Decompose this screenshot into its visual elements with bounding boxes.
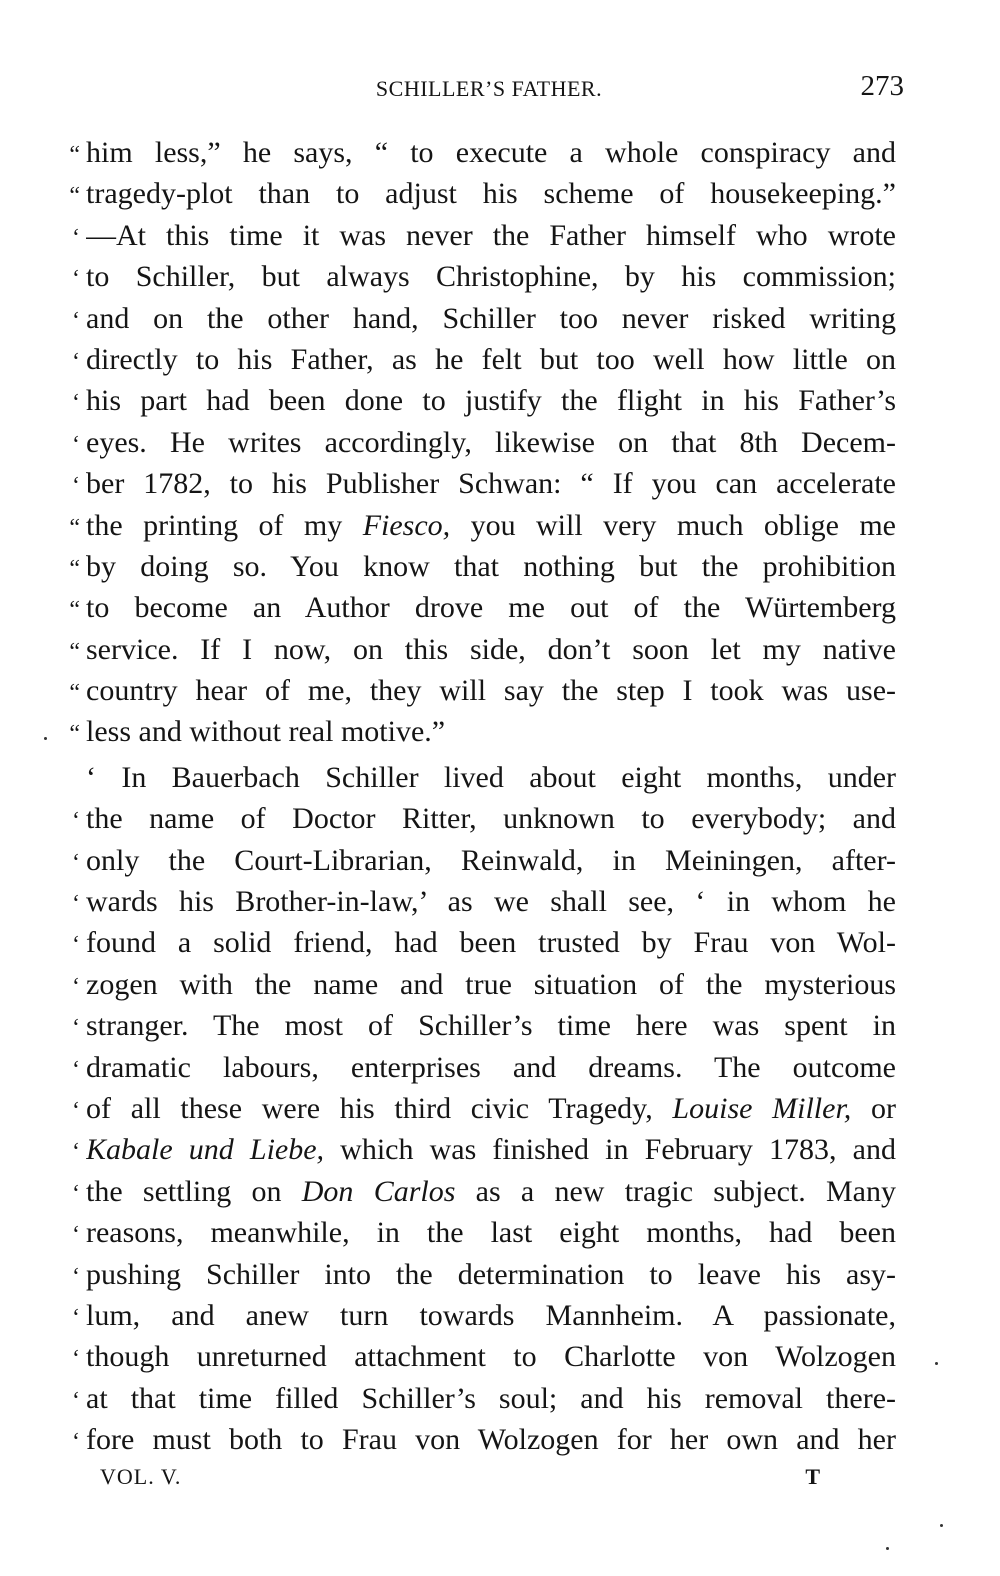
text-line	[58, 173, 896, 214]
quote-mark: ‘	[72, 849, 80, 876]
text-line	[58, 132, 896, 173]
quote-mark: ‘	[72, 348, 80, 375]
italic-title: Louise Miller,	[672, 1091, 852, 1125]
text-run: dramatic labours, enterprises and dreams. The outcome	[86, 1050, 896, 1084]
text-line	[58, 1129, 896, 1170]
quote-mark: “	[69, 183, 80, 210]
text-line	[58, 1088, 896, 1129]
text-line	[58, 1254, 896, 1295]
line-text	[86, 1171, 896, 1212]
text-run: tragedy-plot than to adjust his scheme of housekeeping.”	[86, 177, 896, 211]
quote-mark: “	[69, 680, 80, 707]
text-run: found a solid friend, had been trusted by Frau von Wol-	[86, 926, 896, 960]
text-run: which was finished in February 1783, and	[324, 1133, 896, 1167]
print-speck	[886, 1547, 889, 1550]
quote-mark: ‘	[72, 1304, 80, 1331]
line-text	[86, 757, 896, 798]
text-run: him less,” he says, “ to execute a whole conspiracy and	[86, 136, 896, 169]
text-line	[58, 1378, 896, 1419]
line-text	[86, 711, 896, 752]
quote-mark: ‘	[72, 390, 80, 417]
quote-mark: ‘	[72, 1056, 80, 1083]
quote-mark: ‘	[72, 473, 80, 500]
quote-mark: ‘	[72, 1015, 80, 1042]
body-text	[58, 132, 896, 1461]
line-text	[86, 964, 896, 1005]
text-run: you will very much oblige me	[450, 508, 896, 542]
line-text	[86, 215, 896, 256]
line-text	[86, 1378, 896, 1419]
text-run: pushing Schiller into the determination to leave his asy-	[86, 1257, 896, 1291]
quote-mark: “	[69, 638, 80, 665]
page-footer	[100, 1464, 820, 1500]
text-run: and on the other hand, Schiller too never risked writing	[86, 301, 896, 335]
line-text	[86, 132, 896, 173]
print-speck	[935, 1362, 938, 1365]
text-line	[58, 840, 896, 881]
page-number: 273	[860, 70, 904, 102]
text-run: service. If I now, on this side, don’t soon let my native	[86, 632, 896, 666]
text-line	[58, 1047, 896, 1088]
line-text	[86, 798, 896, 839]
text-run: the printing of my	[86, 508, 363, 542]
text-line	[58, 587, 896, 628]
line-text	[86, 1047, 896, 1088]
text-run: less and without real motive.”	[86, 715, 446, 749]
text-run: or	[851, 1091, 896, 1125]
line-text	[86, 422, 896, 463]
text-run: lum, and anew turn towards Mannheim. A passionate,	[86, 1298, 896, 1332]
quote-mark: ‘	[72, 808, 80, 835]
quote-mark: ‘	[72, 431, 80, 458]
quote-mark: ‘	[72, 891, 80, 918]
text-run: to Schiller, but always Christophine, by his commission;	[86, 260, 896, 294]
text-line	[58, 256, 896, 297]
line-text	[86, 1336, 896, 1377]
quote-mark: “	[69, 514, 80, 541]
text-line	[58, 1419, 896, 1460]
text-run: only the Court-Librarian, Reinwald, in Meiningen, after-	[86, 843, 896, 877]
line-text	[86, 1212, 896, 1253]
text-run: ‘ In Bauerbach Schiller lived about eight months, under	[86, 760, 896, 794]
line-text	[86, 1129, 896, 1170]
line-text	[86, 380, 896, 421]
text-run: the name of Doctor Ritter, unknown to everybody; and	[86, 802, 896, 836]
text-line	[58, 463, 896, 504]
line-text	[86, 1419, 896, 1460]
quote-mark: “	[69, 721, 80, 748]
running-title: SCHILLER’S FATHER.	[375, 76, 603, 101]
text-line	[58, 922, 896, 963]
text-run: fore must both to Frau von Wolzogen for her own and her	[86, 1423, 896, 1457]
text-run: at that time filled Schiller’s soul; and his removal there-	[86, 1381, 896, 1415]
line-text	[86, 1295, 896, 1336]
line-text	[86, 629, 896, 670]
text-line	[58, 298, 896, 339]
text-run: stranger. The most of Schiller’s time here was spent in	[86, 1009, 896, 1043]
running-head	[74, 70, 904, 106]
text-run: by doing so. You know that nothing but the prohibition	[86, 549, 896, 583]
text-run: though unreturned attachment to Charlotte von Wolzogen	[86, 1340, 896, 1374]
text-line	[58, 215, 896, 256]
quote-mark: ‘	[72, 1180, 80, 1207]
quote-mark: ‘	[72, 1429, 80, 1456]
text-line	[58, 670, 896, 711]
text-run: zogen with the name and true situation of the mysterious	[86, 967, 896, 1001]
text-line	[58, 881, 896, 922]
text-line	[58, 1005, 896, 1046]
text-line	[58, 757, 896, 798]
text-run: to become an Author drove me out of the Würtemberg	[86, 591, 896, 625]
quote-mark: ‘	[72, 1139, 80, 1166]
quote-mark: ‘	[72, 266, 80, 293]
text-line	[58, 1171, 896, 1212]
quote-mark: ‘	[72, 1263, 80, 1290]
text-line	[58, 546, 896, 587]
quote-mark: ‘	[72, 1346, 80, 1373]
volume-label: VOL. V.	[100, 1464, 182, 1489]
text-run: as a new tragic subject. Many	[455, 1174, 896, 1208]
text-line	[58, 422, 896, 463]
text-run: the settling on	[86, 1174, 302, 1208]
signature-mark: T	[805, 1464, 820, 1489]
text-run: reasons, meanwhile, in the last eight months, had been	[86, 1216, 896, 1250]
text-line	[58, 505, 896, 546]
quote-mark: ‘	[72, 973, 80, 1000]
line-text	[86, 1088, 896, 1129]
text-run: his part had been done to justify the flight in his Father’s	[86, 384, 896, 418]
text-line	[58, 964, 896, 1005]
text-run: —At this time it was never the Father himself who wrote	[86, 218, 896, 252]
text-run: eyes. He writes accordingly, likewise on that 8th Decem-	[86, 425, 896, 459]
line-text	[86, 1254, 896, 1295]
line-text	[86, 256, 896, 297]
italic-title: Fiesco,	[362, 508, 451, 542]
text-line	[58, 798, 896, 839]
text-line	[58, 711, 896, 752]
text-run: country hear of me, they will say the step I took was use-	[86, 674, 896, 708]
line-text	[86, 298, 896, 339]
text-run: wards his Brother-in-law,’ as we shall see, ‘ in whom he	[86, 885, 896, 919]
italic-title: Don Carlos	[301, 1174, 456, 1208]
quote-mark: ‘	[72, 1222, 80, 1249]
line-text	[86, 339, 896, 380]
text-run: ber 1782, to his Publisher Schwan: “ If you can accelerate	[86, 467, 896, 501]
line-text	[86, 922, 896, 963]
quote-mark: ‘	[72, 307, 80, 334]
line-text	[86, 840, 896, 881]
print-speck	[44, 737, 47, 740]
quote-mark: “	[69, 142, 80, 168]
line-text	[86, 670, 896, 711]
text-line	[58, 1336, 896, 1377]
line-text	[86, 505, 896, 546]
print-speck	[940, 1524, 943, 1527]
text-line	[58, 380, 896, 421]
text-line	[58, 1295, 896, 1336]
line-text	[86, 173, 896, 214]
line-text	[86, 1005, 896, 1046]
quote-mark: “	[69, 555, 80, 582]
quote-mark: ‘	[72, 224, 80, 251]
text-line	[58, 339, 896, 380]
italic-title: Kabale und Liebe,	[86, 1133, 325, 1167]
text-line	[58, 629, 896, 670]
line-text	[86, 881, 896, 922]
line-text	[86, 463, 896, 504]
text-line	[58, 1212, 896, 1253]
line-text	[86, 587, 896, 628]
line-text	[86, 546, 896, 587]
quote-mark: ‘	[72, 1097, 80, 1124]
quote-mark: ‘	[72, 1387, 80, 1414]
text-run: of all these were his third civic Tragedy,	[86, 1091, 673, 1125]
quote-mark: ‘	[72, 932, 80, 959]
quote-mark: “	[69, 597, 80, 624]
text-run: directly to his Father, as he felt but too well how little on	[86, 342, 896, 376]
